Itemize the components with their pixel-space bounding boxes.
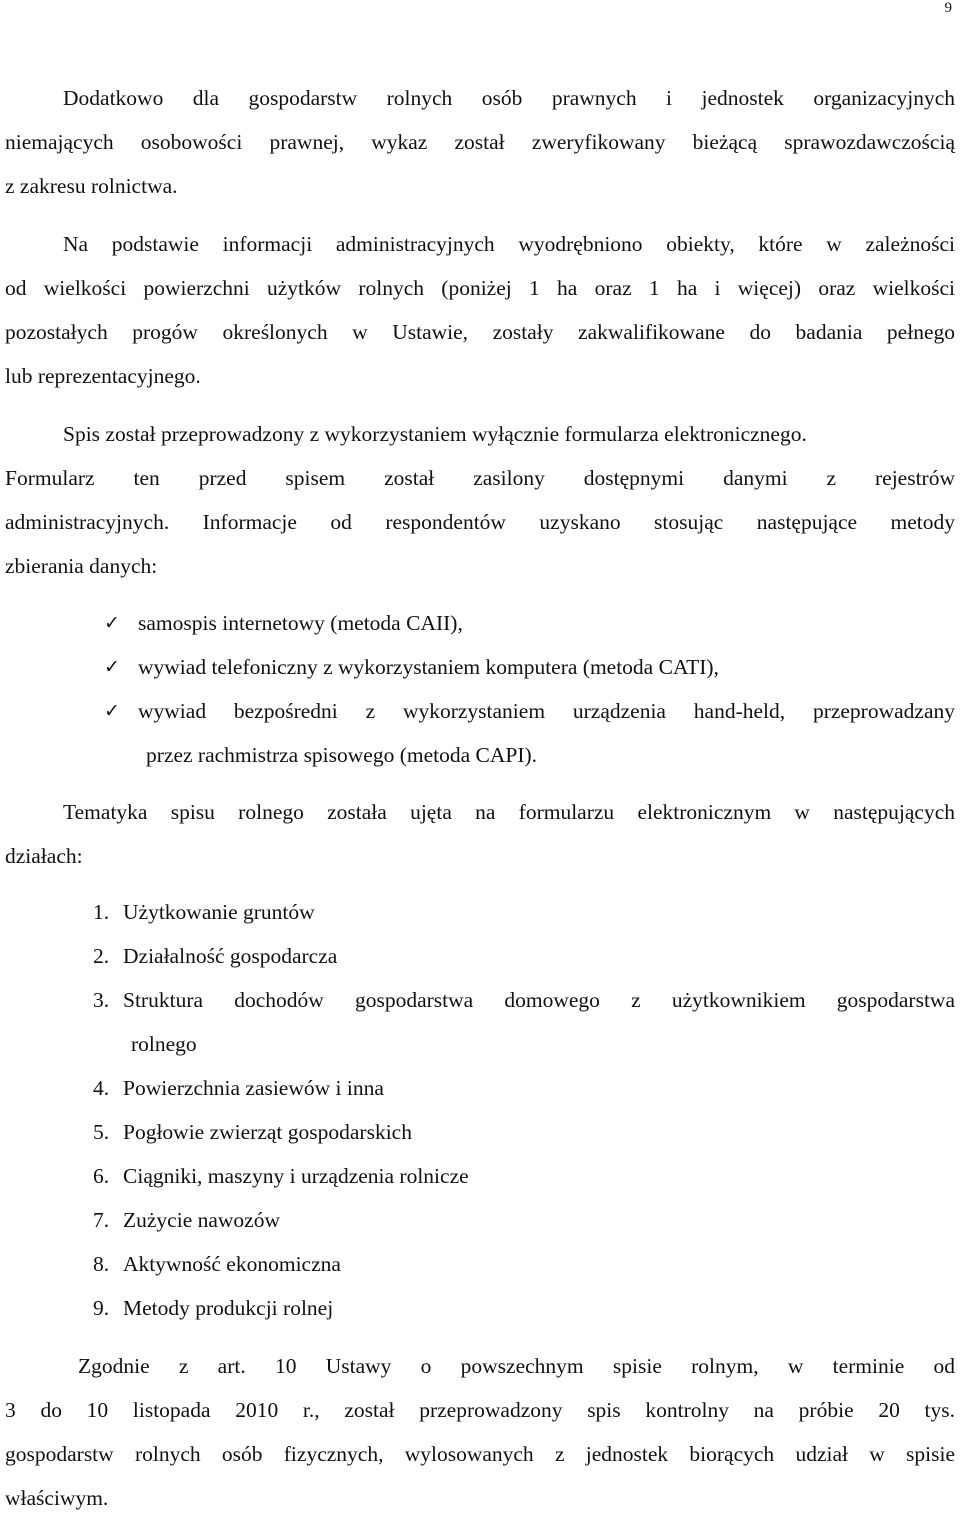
text-line: Metody produkcji rolnej — [123, 1296, 334, 1320]
text-line: wywiad bezpośredni z wykorzystaniem urządzenia hand-held, przeprowadzany — [138, 699, 955, 723]
list-number: 4. — [93, 1076, 110, 1100]
list-item — [93, 1286, 955, 1330]
text-line: gospodarstw rolnych osób fizycznych, wylosowanych z jednostek biorących udział w spisie — [5, 1442, 955, 1466]
text-line: od wielkości powierzchni użytków rolnych (poniżej 1 ha oraz 1 ha i więcej) oraz wielkości — [5, 276, 955, 300]
list-number: 1. — [93, 900, 110, 924]
list-number: 9. — [93, 1296, 110, 1320]
text-line: Dodatkowo dla gospodarstw rolnych osób prawnych i jednostek organizacyjnych — [63, 86, 955, 110]
sections-list — [93, 890, 955, 1330]
text-line: właściwym. — [5, 1486, 109, 1510]
list-number: 5. — [93, 1120, 110, 1144]
text-line: z zakresu rolnictwa. — [5, 174, 178, 198]
text-line: wywiad telefoniczny z wykorzystaniem komputera (metoda CATI), — [138, 655, 719, 679]
list-item — [93, 1066, 955, 1110]
list-item — [104, 645, 955, 689]
text-line: samospis internetowy (metoda CAII), — [138, 611, 463, 635]
text-line: zbierania danych: — [5, 554, 158, 578]
text-line: działach: — [5, 844, 83, 868]
list-item — [93, 978, 955, 1066]
list-item — [93, 1242, 955, 1286]
paragraph-2 — [5, 222, 955, 398]
text-line: Tematyka spisu rolnego została ujęta na formularzu elektronicznym w następujących — [63, 800, 955, 824]
paragraph-3 — [5, 412, 955, 588]
text-line: Użytkowanie gruntów — [123, 900, 315, 924]
text-line: Powierzchnia zasiewów i inna — [123, 1076, 384, 1100]
list-item — [93, 1110, 955, 1154]
text-line: Struktura dochodów gospodarstwa domowego z użytkownikiem gospodarstwa — [123, 988, 955, 1012]
text-line: Spis został przeprowadzony z wykorzystaniem wyłącznie formularza elektronicznego. — [63, 422, 807, 446]
list-number: 7. — [93, 1208, 110, 1232]
checkmark-icon: ✓ — [104, 700, 120, 722]
list-item — [93, 1198, 955, 1242]
text-line: Formularz ten przed spisem został zasilony dostępnymi danymi z rejestrów — [5, 466, 955, 490]
text-line: 3 do 10 listopada 2010 r., został przeprowadzony spis kontrolny na próbie 20 tys. — [5, 1398, 955, 1422]
list-number: 8. — [93, 1252, 110, 1276]
text-line: Na podstawie informacji administracyjnych wyodrębniono obiekty, które w zależności — [63, 232, 955, 256]
list-number: 6. — [93, 1164, 110, 1188]
list-item — [104, 601, 955, 645]
text-line: lub reprezentacyjnego. — [5, 364, 201, 388]
text-line: przez rachmistrza spisowego (metoda CAPI). — [146, 743, 538, 767]
paragraph-1 — [5, 76, 955, 208]
text-line: Ciągniki, maszyny i urządzenia rolnicze — [123, 1164, 469, 1188]
list-item — [93, 1154, 955, 1198]
text-line: Zużycie nawozów — [123, 1208, 280, 1232]
checkmark-icon: ✓ — [104, 656, 120, 678]
text-line: Działalność gospodarcza — [123, 944, 338, 968]
paragraph-4 — [5, 790, 955, 878]
text-line: Aktywność ekonomiczna — [123, 1252, 341, 1276]
text-line: niemających osobowości prawnej, wykaz został zweryfikowany bieżącą sprawozdawczością — [5, 130, 955, 154]
text-line: administracyjnych. Informacje od respondentów uzyskano stosując następujące metody — [5, 510, 955, 534]
list-number: 2. — [93, 944, 110, 968]
text-line: Pogłowie zwierząt gospodarskich — [123, 1120, 412, 1144]
checkmark-icon: ✓ — [104, 612, 120, 634]
page-number: 9 — [944, 0, 952, 16]
methods-list — [104, 601, 955, 777]
text-line: Zgodnie z art. 10 Ustawy o powszechnym spisie rolnym, w terminie od — [78, 1354, 955, 1378]
list-item — [93, 934, 955, 978]
text-line: pozostałych progów określonych w Ustawie, zostały zakwalifikowane do badania pełnego — [5, 320, 955, 344]
text-line: rolnego — [131, 1032, 197, 1056]
list-number: 3. — [93, 988, 110, 1012]
list-item — [93, 890, 955, 934]
list-item — [104, 689, 955, 777]
paragraph-5 — [5, 1344, 955, 1520]
